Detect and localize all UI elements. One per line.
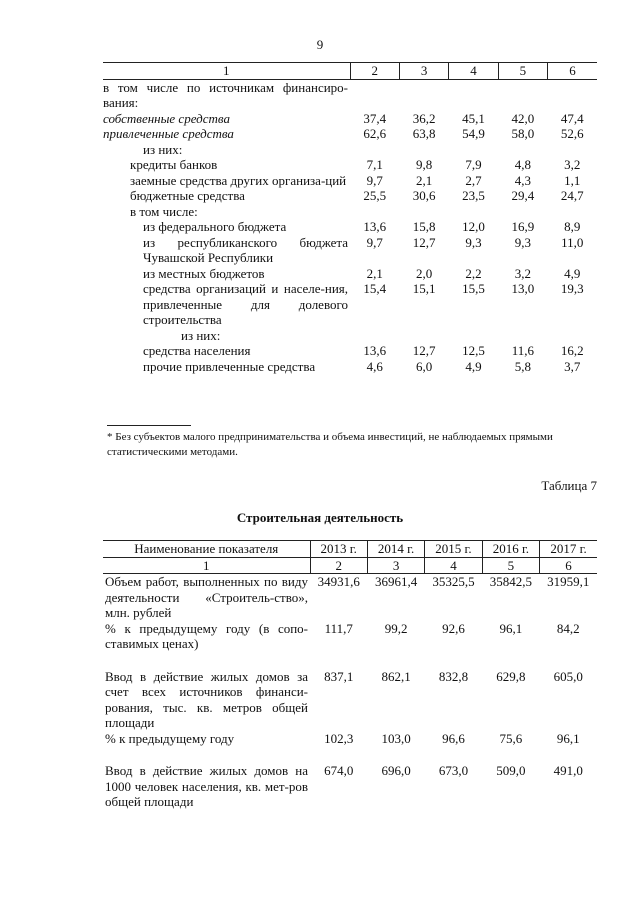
spacer-row — [103, 652, 597, 669]
column-number: 5 — [482, 557, 539, 574]
cell-value: 9,3 — [514, 234, 531, 250]
spacer-row — [103, 746, 597, 763]
cell-value — [449, 204, 498, 220]
cell-value: 9,8 — [415, 157, 433, 172]
cell-value: 54,9 — [462, 126, 485, 141]
column-number: 6 — [548, 63, 597, 80]
cell-value — [399, 204, 448, 220]
cell-value: 2,0 — [415, 265, 433, 281]
cell-value: 9,7 — [366, 234, 383, 250]
cell-value: 2,1 — [366, 265, 383, 281]
table-row — [103, 173, 597, 189]
cell-value: 99,2 — [384, 620, 408, 636]
column-number-row — [103, 557, 597, 574]
column-number: 5 — [498, 63, 547, 80]
cell-value: 16,2 — [560, 343, 584, 358]
table-row — [103, 621, 597, 652]
cell-value: 7,9 — [465, 157, 482, 172]
cell-value — [548, 328, 597, 344]
column-number: 3 — [399, 63, 448, 80]
cell-value: 42,0 — [511, 110, 535, 126]
cell-value: 103,0 — [381, 730, 411, 746]
cell-value — [449, 142, 498, 158]
cell-value: 4,3 — [514, 172, 531, 188]
cell-value: 75,6 — [499, 730, 523, 746]
cell-value: 629,8 — [496, 668, 526, 684]
row-label: в том числе по источникам финансиро-вания: — [103, 79, 349, 110]
cell-value — [498, 204, 547, 220]
cell-value: 837,1 — [324, 668, 354, 684]
table-row — [103, 328, 597, 344]
construction-activity-table — [103, 540, 597, 810]
cell-value: 605,0 — [553, 668, 583, 684]
cell-value: 12,7 — [412, 343, 436, 358]
cell-value: 36961,4 — [374, 574, 418, 589]
cell-value: 2,1 — [415, 172, 433, 188]
row-label: кредиты банков — [130, 157, 218, 172]
cell-value: 9,7 — [366, 172, 383, 188]
cell-value: 47,4 — [560, 110, 584, 126]
cell-value: 15,4 — [363, 281, 387, 296]
cell-value: 35842,5 — [489, 574, 532, 589]
cell-value: 673,0 — [438, 763, 469, 778]
cell-value — [449, 328, 498, 344]
cell-value: 13,6 — [363, 219, 387, 234]
cell-value: 96,6 — [442, 730, 465, 746]
row-label: заемные средства других организа-ций — [130, 172, 347, 188]
cell-value — [498, 328, 547, 344]
table-row — [103, 343, 597, 359]
cell-value: 9,3 — [465, 234, 482, 250]
cell-value — [350, 328, 399, 344]
cell-value: 12,5 — [462, 343, 485, 358]
cell-value: 102,3 — [324, 730, 354, 746]
row-label: средства населения — [143, 343, 251, 358]
cell-value: 696,0 — [381, 763, 411, 778]
column-number: 1 — [103, 557, 310, 574]
column-number: 6 — [540, 557, 597, 574]
column-number: 2 — [350, 63, 399, 80]
table-label: Таблица 7 — [541, 478, 597, 493]
cell-value — [498, 79, 547, 111]
page-number: 9 — [316, 37, 324, 52]
table-row — [103, 219, 597, 235]
table-row — [103, 126, 597, 142]
cell-value — [548, 142, 597, 158]
cell-value: 4,9 — [564, 265, 581, 281]
cell-value: 25,5 — [363, 188, 387, 203]
table-row — [103, 204, 597, 220]
table-header-row — [103, 541, 597, 558]
table-row — [103, 157, 597, 173]
column-header: 2014 г. — [367, 541, 424, 558]
cell-value — [350, 142, 399, 158]
table-header-row — [103, 63, 597, 80]
cell-value: 8,9 — [564, 219, 581, 234]
column-header: 2015 г. — [425, 541, 482, 558]
column-header: 2017 г. — [540, 541, 597, 558]
row-label: % к предыдущему году (в сопо-ставимых ценах) — [105, 620, 309, 651]
table-row — [103, 266, 597, 282]
cell-value: 5,8 — [514, 358, 531, 374]
row-label: из республиканского бюджета Чувашской Республики — [143, 234, 349, 265]
row-label: бюджетные средства — [130, 188, 245, 203]
investment-sources-table — [103, 62, 597, 374]
column-number: 4 — [425, 557, 482, 574]
table-row — [103, 142, 597, 158]
table-row — [103, 111, 597, 127]
column-number: 1 — [103, 63, 350, 80]
cell-value: 62,6 — [363, 126, 387, 141]
row-label: из них: — [143, 141, 183, 157]
row-label: Ввод в действие жилых домов на 1000 человек населения, кв. мет-ров общей площади — [105, 763, 309, 809]
cell-value: 37,4 — [363, 110, 387, 126]
cell-value: 2,2 — [465, 265, 482, 281]
footnote: * Без субъектов малого предпринимательства и объема инвестиций, не наблюдаемых прямыми статистическими методами. — [107, 431, 553, 458]
row-label: Объем работ, выполненных по виду деятельности «Строитель-ство», млн. рублей — [105, 574, 309, 620]
table-row — [103, 79, 597, 111]
table-row — [103, 235, 597, 266]
cell-value: 15,1 — [412, 281, 436, 296]
row-label: в том числе: — [130, 203, 198, 219]
cell-value: 63,8 — [412, 126, 436, 141]
cell-value: 13,6 — [363, 343, 387, 358]
cell-value: 19,3 — [560, 281, 584, 296]
cell-value: 4,8 — [514, 157, 531, 172]
row-label: из местных бюджетов — [143, 265, 265, 281]
column-number: 4 — [449, 63, 498, 80]
cell-value: 7,1 — [366, 157, 383, 172]
cell-value: 24,7 — [560, 188, 584, 203]
table-row — [103, 188, 597, 204]
cell-value — [548, 204, 597, 220]
row-label: средства организаций и населе-ния, привлеченные для долевого строительства — [143, 281, 349, 327]
cell-value: 58,0 — [511, 126, 535, 141]
cell-value: 6,0 — [415, 358, 433, 374]
column-header: 2016 г. — [482, 541, 539, 558]
table-row — [103, 669, 597, 731]
cell-value: 11,6 — [511, 343, 535, 358]
cell-value: 45,1 — [462, 110, 485, 126]
cell-value: 3,2 — [514, 265, 531, 281]
table-row — [103, 731, 597, 747]
cell-value: 36,2 — [412, 110, 436, 126]
cell-value: 4,6 — [366, 358, 383, 374]
column-header: Наименование показателя — [103, 541, 310, 558]
cell-value: 29,4 — [511, 188, 535, 203]
cell-value: 2,7 — [465, 172, 482, 188]
cell-value — [449, 79, 498, 111]
cell-value: 111,7 — [324, 620, 353, 636]
cell-value: 674,0 — [324, 763, 354, 778]
cell-value: 509,0 — [496, 763, 526, 778]
cell-value: 31959,1 — [547, 574, 590, 589]
cell-value: 35325,5 — [432, 574, 475, 589]
footnote-divider — [107, 425, 191, 426]
cell-value: 1,1 — [564, 172, 581, 188]
cell-value — [399, 328, 448, 344]
cell-value — [399, 142, 448, 158]
cell-value — [498, 142, 547, 158]
cell-value — [548, 79, 597, 111]
column-number: 2 — [310, 557, 367, 574]
row-label: % к предыдущему году — [105, 730, 235, 746]
row-label: Ввод в действие жилых домов за счет всех источников финанси-рования, тыс. кв. метров общей площади — [105, 668, 309, 730]
cell-value: 16,9 — [511, 219, 535, 234]
table-row — [103, 359, 597, 375]
cell-value: 96,1 — [499, 620, 523, 636]
row-label: прочие привлеченные средства — [143, 358, 316, 374]
cell-value: 23,5 — [462, 188, 485, 203]
cell-value: 3,2 — [564, 157, 581, 172]
cell-value: 13,0 — [511, 281, 535, 296]
cell-value: 832,8 — [438, 668, 469, 684]
row-label: из федерального бюджета — [143, 219, 287, 234]
cell-value: 34931,6 — [317, 574, 360, 589]
cell-value: 84,2 — [556, 620, 580, 636]
cell-value: 3,7 — [564, 358, 581, 374]
table-row — [103, 281, 597, 328]
cell-value — [350, 79, 399, 111]
table-row — [103, 763, 597, 810]
column-header: 2013 г. — [310, 541, 367, 558]
row-label: из них: — [181, 327, 221, 343]
cell-value: 30,6 — [412, 188, 436, 203]
cell-value: 12,0 — [462, 219, 485, 234]
row-label: собственные средства — [103, 110, 230, 126]
row-label: привлеченные средства — [103, 126, 234, 141]
table-title: Строительная деятельность — [236, 510, 404, 525]
table-row — [103, 574, 597, 621]
column-number: 3 — [367, 557, 424, 574]
cell-value: 4,9 — [465, 358, 482, 374]
cell-value: 862,1 — [381, 668, 411, 684]
cell-value: 15,5 — [462, 281, 485, 296]
cell-value: 11,0 — [561, 234, 584, 250]
cell-value: 15,8 — [412, 219, 436, 234]
cell-value: 12,7 — [412, 234, 436, 250]
cell-value: 52,6 — [560, 126, 584, 141]
cell-value — [350, 204, 399, 220]
cell-value: 92,6 — [442, 620, 465, 636]
cell-value: 491,0 — [553, 763, 583, 778]
cell-value — [399, 79, 448, 111]
cell-value: 96,1 — [556, 730, 580, 746]
